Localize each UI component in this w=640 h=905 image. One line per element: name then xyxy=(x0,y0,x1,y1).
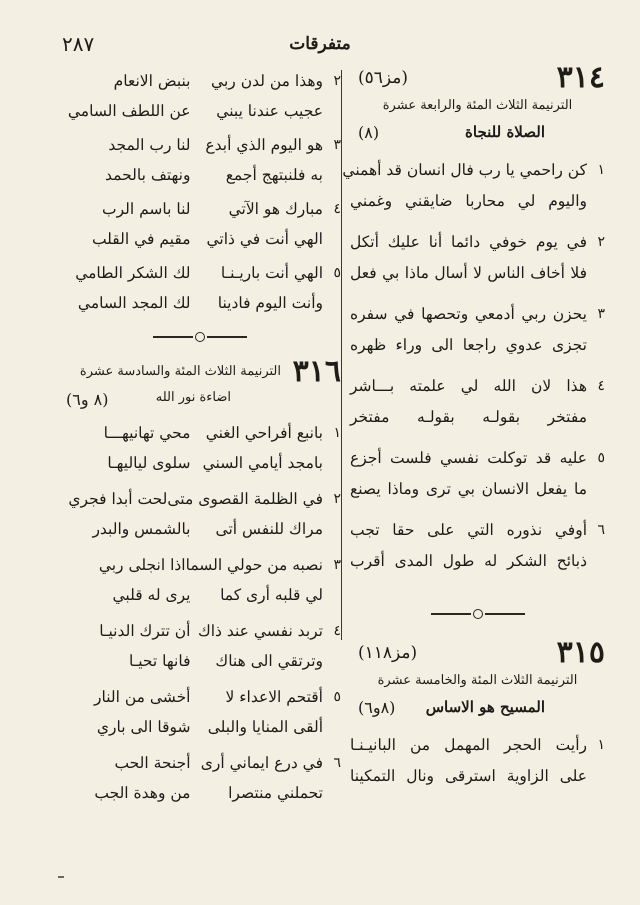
meter: (٨) xyxy=(358,123,380,142)
verse-line: ذبائح الشكر له طول المدى أقرب xyxy=(350,552,587,570)
psalm-reference: (مز١١٨) xyxy=(358,643,418,663)
stanza xyxy=(58,194,341,254)
verse-line: ما يفعل الانسان بي ترى وماذا يصنع xyxy=(350,480,587,498)
verse-number: ٢ xyxy=(333,491,341,507)
hymn-314-header xyxy=(350,58,605,96)
hemistich: أجنحة الحب xyxy=(114,754,191,772)
hymn-number: ٣١٥ xyxy=(556,635,605,670)
hemistich: بامجد أيامي السني xyxy=(202,454,323,472)
verse-line: رأيت الحجر المهمل من البانيـنـا xyxy=(350,736,587,754)
hemistich: يرى له قلبي xyxy=(112,586,191,604)
hemistich: وهذا من لدن ربي xyxy=(211,72,323,90)
stanza xyxy=(58,66,341,126)
hemistich: تربد نفسي عند ذاك xyxy=(197,622,323,640)
right-column xyxy=(342,58,605,802)
hemistich: بانبع أفراحي الغني xyxy=(205,424,323,442)
verse-number: ٥ xyxy=(333,265,341,281)
hemistich: من وهدة الجب xyxy=(94,784,191,802)
hemistich: بالشمس والبدر xyxy=(92,520,191,538)
page-header xyxy=(0,32,640,56)
hemistich: لك الشكر الطامي xyxy=(75,264,191,282)
verse-number: ٦ xyxy=(597,522,605,538)
hemistich: فانها تحيـا xyxy=(128,652,191,670)
hemistich: أقتحم الاعداء لا xyxy=(225,688,323,706)
hymn-subtitle: الترنيمة الثلاث المئة والرابعة عشرة xyxy=(382,98,573,113)
meter: (٨ و٦) xyxy=(66,390,109,409)
stanza xyxy=(58,616,341,676)
hemistich: الهي أنت في ذاتي xyxy=(206,230,323,248)
tune-row xyxy=(350,698,605,722)
verse-line: تجزى عدوي راجعا الى وراء ظهره xyxy=(350,336,587,354)
verse-number: ٣ xyxy=(333,137,341,153)
stanza xyxy=(350,299,605,361)
hemistich: مبارك هو الآتي xyxy=(228,200,323,218)
tune-name: المسيح هو الاساس xyxy=(425,698,545,716)
stanza xyxy=(350,443,605,505)
verse-line: مفتخر بقولـه بقولـه مفتخر xyxy=(350,408,587,426)
hemistich: لي قلبه أرى كما xyxy=(220,586,323,604)
stanza xyxy=(350,730,605,792)
verse-number: ١ xyxy=(597,162,605,178)
hemistich: ألقى المنايا والبلى xyxy=(207,718,323,736)
hemistich: في درع ايماني أرى xyxy=(200,754,323,772)
verse-number: ٥ xyxy=(333,689,341,705)
stanza xyxy=(58,418,341,478)
stanza xyxy=(58,748,341,808)
verse-number: ٤ xyxy=(333,623,341,639)
verse-line: كن راحمي يا رب فال انسان قد أهمني xyxy=(342,161,587,179)
hemistich: شوقا الى باري xyxy=(96,718,191,736)
hemistich: مراك للنفس أتى xyxy=(215,520,323,538)
hemistich: محي تهانيهـــا xyxy=(103,424,191,442)
verse-line: فلا أخاف الناس لا أسال ماذا بي فعل xyxy=(350,264,587,282)
tune-name: الصلاة للنجاة xyxy=(465,123,545,141)
verse-line: على الزاوية استرقى ونال التمكينا xyxy=(350,767,587,785)
hemistich: أن تترك الدنيـا xyxy=(99,622,191,640)
hemistich: وترتقي الى هناك xyxy=(215,652,323,670)
verse-number: ٦ xyxy=(333,755,341,771)
verse-number: ٢ xyxy=(597,234,605,250)
stanza xyxy=(58,130,341,190)
verse-number: ٢ xyxy=(333,73,341,89)
hemistich: نصبه من حولي السما xyxy=(185,556,323,574)
verse-line: عليه قد توكلت نفسي فلست أجزع xyxy=(350,449,587,467)
ornament-divider xyxy=(350,599,605,629)
verse-number: ٤ xyxy=(333,201,341,217)
hemistich: اذا انجلى ربي xyxy=(98,556,186,574)
stanza xyxy=(350,371,605,433)
print-speck xyxy=(58,876,64,878)
page-number: ٢٨٧ xyxy=(62,32,95,56)
hemistich: لك المجد السامي xyxy=(77,294,191,312)
hymn-number: ٣١٤ xyxy=(556,60,605,95)
hemistich: لنا رب المجد xyxy=(108,136,191,154)
verse-line: في يوم خوفي دائما أنا عليك أتكل xyxy=(350,233,587,251)
meter: (٨و٦) xyxy=(358,698,396,717)
verse-line: واليوم لي محاربا ضايقني وغمني xyxy=(350,192,587,210)
hymn-316-header xyxy=(58,352,341,390)
hymn-subtitle: الترنيمة الثلاث المئة والسادسة عشرة xyxy=(79,364,281,379)
verse-number: ٣ xyxy=(597,306,605,322)
verse-number: ١ xyxy=(333,425,341,441)
hemistich: وأنت اليوم فادينا xyxy=(217,294,323,312)
verse-line: أوفي نذوره التي على حقا تجب xyxy=(350,521,587,539)
stanza xyxy=(342,155,605,217)
hemistich: هو اليوم الذي أبدع xyxy=(205,136,323,154)
verse-number: ٤ xyxy=(597,378,605,394)
verse-number: ٥ xyxy=(597,450,605,466)
verse-line: هذا لان الله لي علمته بـــاشر xyxy=(350,377,587,395)
verse-number: ٣ xyxy=(333,557,341,573)
hemistich: عجيب عندنا يبني xyxy=(216,102,323,120)
hemistich: لنا باسم الرب xyxy=(102,200,191,218)
ornament-divider xyxy=(58,322,341,352)
tune-row xyxy=(350,123,605,147)
hemistich: سلوى لياليهـا xyxy=(107,454,191,472)
left-column xyxy=(58,58,341,808)
psalm-reference: (مز٥٦) xyxy=(358,68,409,88)
hemistich: أخشى من النار xyxy=(93,688,191,706)
stanza xyxy=(58,484,341,544)
hymn-315-header xyxy=(350,633,605,671)
hemistich: بنبض الانعام xyxy=(113,72,191,90)
hemistich: عن اللطف السامي xyxy=(67,102,191,120)
stanza xyxy=(350,227,605,289)
verse-line: يحزن ربي أدمعي وتحصها في سفره xyxy=(350,305,587,323)
hemistich: في الظلمة القصوى متى xyxy=(167,490,323,508)
tune-name: اضاءة نور الله xyxy=(155,390,231,405)
hemistich: تحملني منتصرا xyxy=(228,784,323,802)
hymn-number: ٣١٦ xyxy=(292,354,341,389)
stanza xyxy=(350,515,605,577)
hymn-subtitle: الترنيمة الثلاث المئة والخامسة عشرة xyxy=(377,673,578,688)
hemistich: الهي أنت باريـنـا xyxy=(220,264,323,282)
stanza xyxy=(58,682,341,742)
stanza xyxy=(58,550,341,610)
running-title: متفرقات xyxy=(289,34,351,54)
hemistich: ونهتف بالحمد xyxy=(105,166,191,184)
hemistich: لحت أبدا فجري xyxy=(68,490,168,508)
stanza xyxy=(58,258,341,318)
hemistich: به فلنبتهج أجمع xyxy=(225,166,323,184)
hemistich: مقيم في القلب xyxy=(91,230,191,248)
tune-row xyxy=(58,390,341,412)
verse-number: ١ xyxy=(597,737,605,753)
